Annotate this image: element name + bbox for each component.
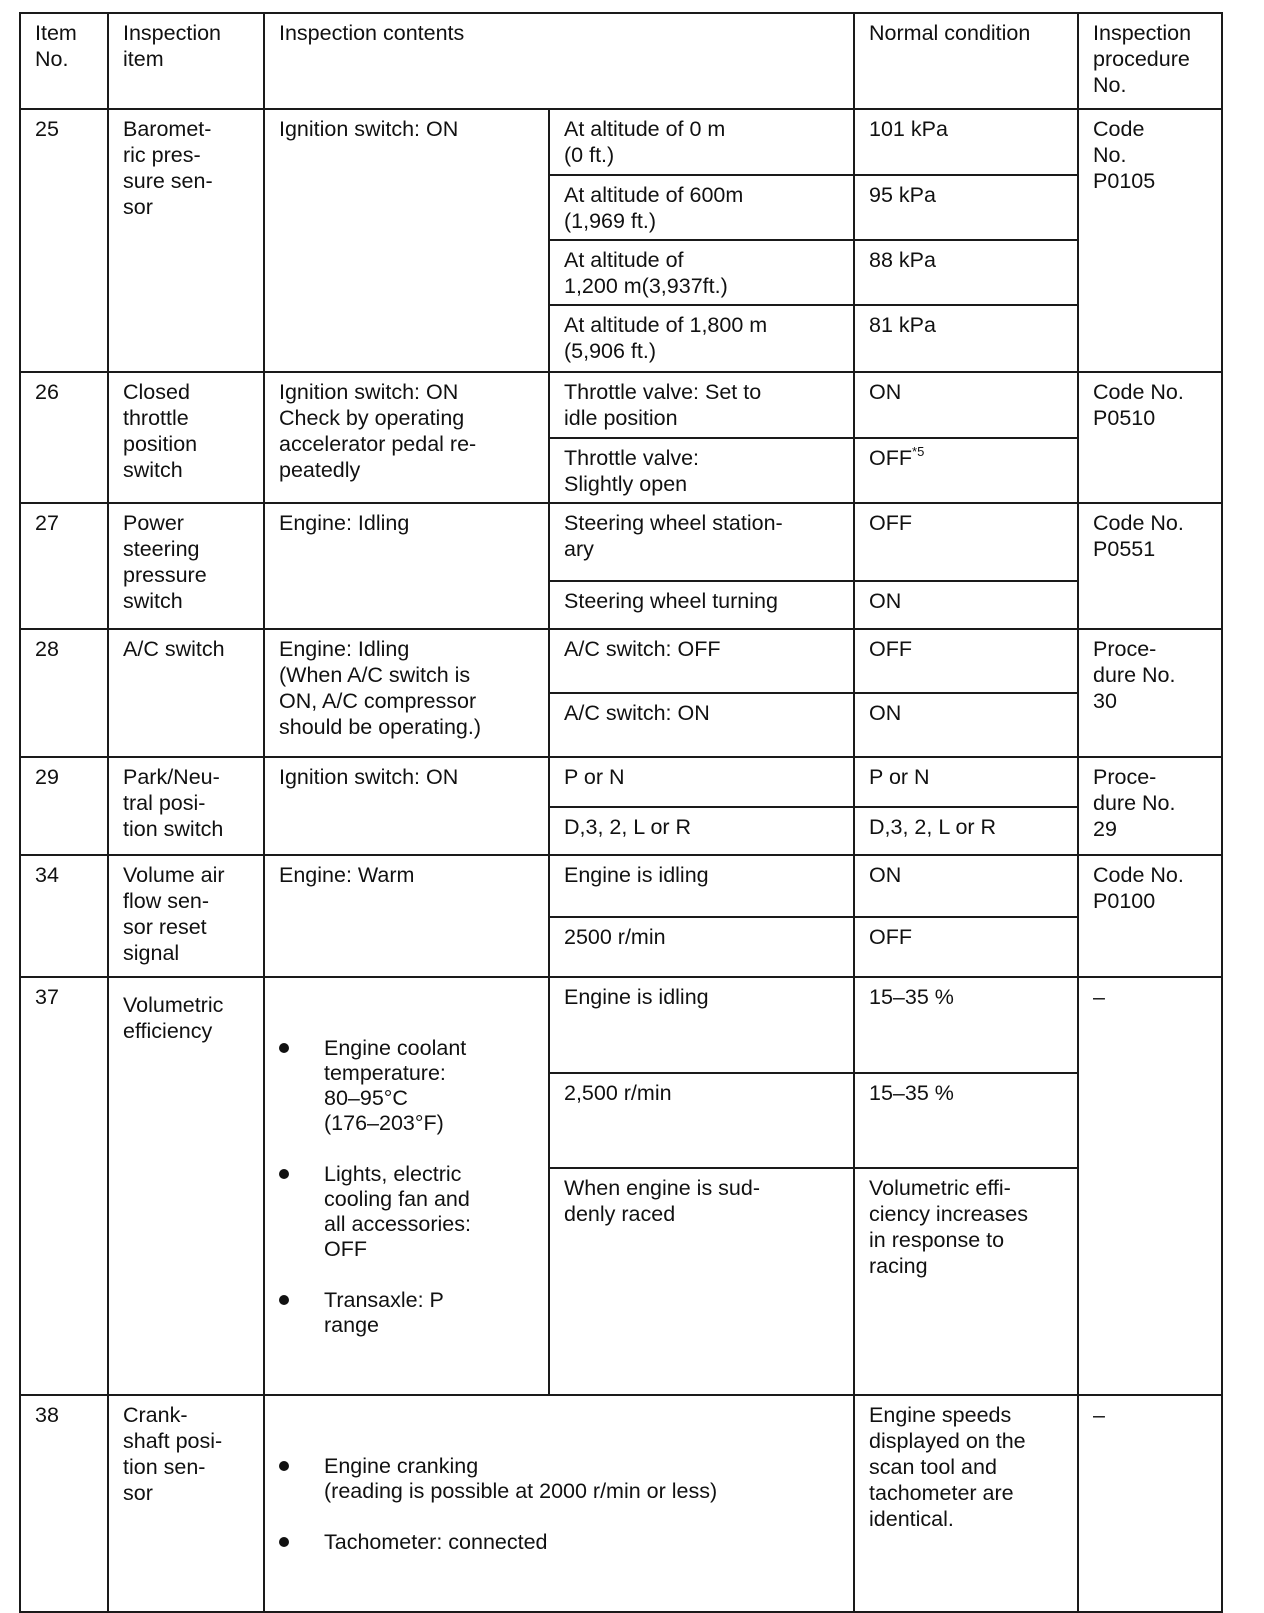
normal-condition-cell: 101 kPa [854,109,1078,175]
condition-cell: Engine is idling [549,855,854,917]
normal-condition-cell: ON [854,693,1078,757]
inspection-table [19,12,1223,1613]
normal-condition-cell: 15–35 % [854,1073,1078,1169]
inspection-content-cell [264,1395,854,1612]
condition-cell: P or N [549,757,854,807]
header-row [20,13,1222,109]
inspection-content-cell: Engine: Warm [264,855,549,977]
inspection-content-cell: Ignition switch: ON [264,109,549,372]
normal-condition-cell: 15–35 % [854,977,1078,1073]
bullet-item: Tachometer: connected [273,1530,845,1555]
item-no-cell: 25 [20,109,108,372]
inspection-item-cell: A/C switch [108,629,264,757]
condition-cell: 2500 r/min [549,917,854,977]
procedure-cell: Code No. P0551 [1078,503,1222,629]
item-no-cell: 37 [20,977,108,1395]
condition-cell: At altitude of 0 m (0 ft.) [549,109,854,175]
condition-cell: Steering wheel turning [549,581,854,629]
normal-condition-cell: 88 kPa [854,240,1078,305]
table-row-27 [20,503,1222,581]
procedure-cell: Code No. P0100 [1078,855,1222,977]
table-row-34 [20,855,1222,917]
table-row-38 [20,1395,1222,1612]
normal-condition-cell: 95 kPa [854,175,1078,240]
normal-condition-cell: D,3, 2, L or R [854,807,1078,855]
inspection-item-cell: Baromet‐ ric pres‐ sure sen‐ sor [108,109,264,372]
normal-value: OFF [869,446,913,470]
normal-condition-cell: OFF [854,917,1078,977]
inspection-item-cell: Crank‐ shaft posi‐ tion sen‐ sor [108,1395,264,1612]
inspection-content-cell [264,977,549,1395]
condition-cell: Throttle valve: Set to idle position [549,372,854,438]
normal-condition-cell: Volumetric effi‐ ciency increases in response to racing [854,1168,1078,1395]
normal-condition-cell: Engine speeds displayed on the scan tool and tachometer are identical. [854,1395,1078,1612]
condition-bullet-list [273,1428,845,1581]
normal-condition-cell: ON [854,372,1078,438]
condition-cell: At altitude of 600m (1,969 ft.) [549,175,854,240]
condition-cell: Throttle valve: Slightly open [549,438,854,503]
item-no-cell: 38 [20,1395,108,1612]
item-no-cell: 34 [20,855,108,977]
item-no-cell: 26 [20,372,108,503]
inspection-item-cell: Power steering pressure switch [108,503,264,629]
inspection-item-cell: Closed throttle position switch [108,372,264,503]
normal-condition-cell [854,438,1078,503]
header-inspection-contents: Inspection contents [264,13,854,109]
normal-condition-cell: 81 kPa [854,305,1078,372]
condition-bullet-list [273,1010,518,1364]
bullet-item: Lights, electric cooling fan and all accessories: OFF [273,1162,518,1262]
normal-condition-cell: ON [854,855,1078,917]
procedure-cell: Code No. P0510 [1078,372,1222,503]
inspection-item-cell: Park/Neu‐ tral posi‐ tion switch [108,757,264,855]
procedure-cell: Code No. P0105 [1078,109,1222,372]
inspection-content-cell: Engine: Idling (When A/C switch is ON, A/C compressor should be operating.) [264,629,549,757]
inspection-item-cell: Volumetric efficiency [108,977,264,1395]
table-row-29 [20,757,1222,807]
item-no-cell: 29 [20,757,108,855]
procedure-cell: Proce‐ dure No. 30 [1078,629,1222,757]
inspection-content-cell: Ignition switch: ON [264,757,549,855]
inspection-content-cell: Ignition switch: ON Check by operating accelerator pedal re‐ peatedly [264,372,549,503]
inspection-item-cell: Volume air flow sen‐ sor reset signal [108,855,264,977]
condition-cell: At altitude of 1,800 m (5,906 ft.) [549,305,854,372]
item-no-cell: 28 [20,629,108,757]
bullet-item: Engine cranking (reading is possible at 2000 r/min or less) [273,1454,845,1504]
header-normal-condition: Normal condition [854,13,1078,109]
table-row-26 [20,372,1222,438]
condition-cell: D,3, 2, L or R [549,807,854,855]
condition-cell: 2,500 r/min [549,1073,854,1169]
item-no-cell: 27 [20,503,108,629]
procedure-cell: – [1078,1395,1222,1612]
normal-condition-cell: P or N [854,757,1078,807]
header-item-no: Item No. [20,13,108,109]
bullet-item: Engine coolant temperature: 80–95°C (176–203°F) [273,1036,518,1136]
procedure-cell: – [1078,977,1222,1395]
inspection-content-cell: Engine: Idling [264,503,549,629]
header-procedure-no: Inspection procedure No. [1078,13,1222,109]
procedure-cell: Proce‐ dure No. 29 [1078,757,1222,855]
condition-cell: Engine is idling [549,977,854,1073]
condition-cell: At altitude of 1,200 m(3,937ft.) [549,240,854,305]
header-inspection-item: Inspection item [108,13,264,109]
condition-cell: When engine is sud‐ denly raced [549,1168,854,1395]
normal-condition-cell: OFF [854,629,1078,693]
bullet-item: Transaxle: P range [273,1288,518,1338]
table-row-37 [20,977,1222,1073]
normal-condition-cell: OFF [854,503,1078,581]
normal-condition-cell: ON [854,581,1078,629]
table-row-25 [20,109,1222,175]
table-row-28 [20,629,1222,693]
condition-cell: A/C switch: ON [549,693,854,757]
condition-cell: A/C switch: OFF [549,629,854,693]
footnote-mark: *5 [912,444,925,459]
condition-cell: Steering wheel station‐ ary [549,503,854,581]
